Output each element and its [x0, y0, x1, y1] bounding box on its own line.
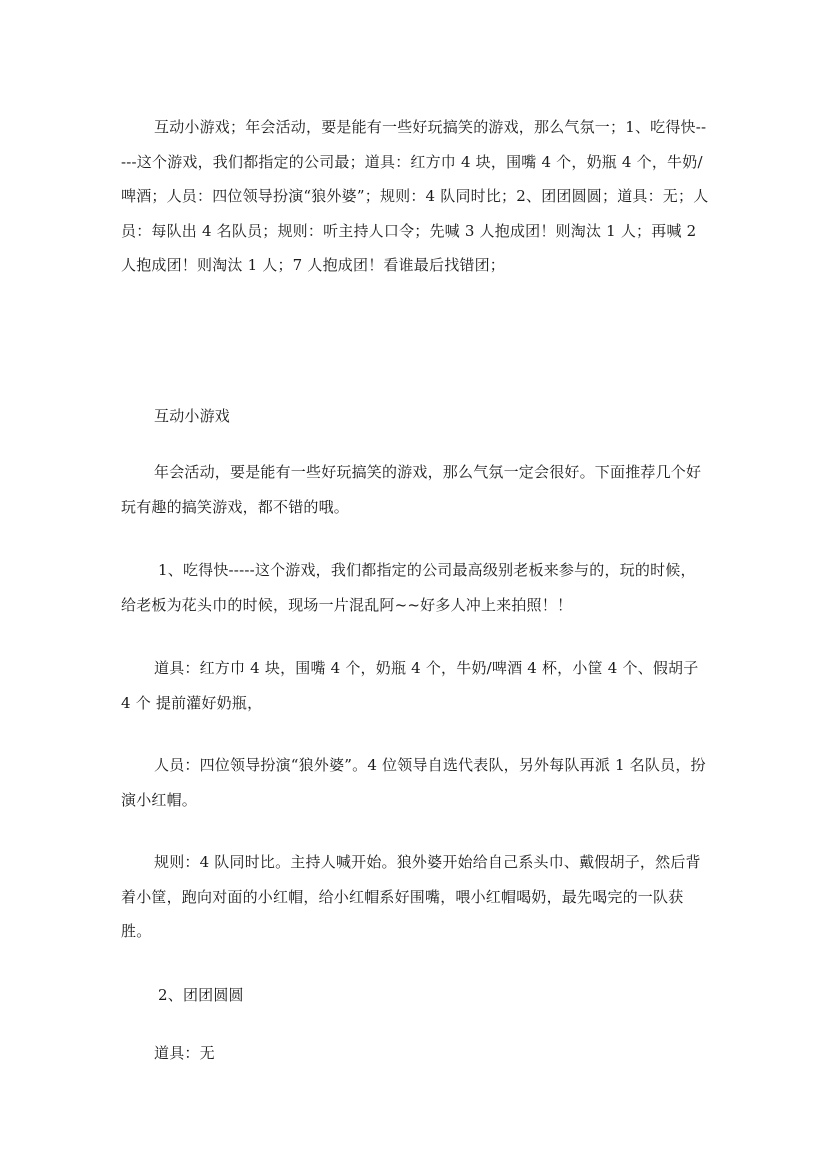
- summary-paragraph: 互动小游戏；年会活动，要是能有一些好玩搞笑的游戏，那么气氛一；1、吃得快-----这个游戏，我们都指定的公司最；道具：红方巾 4 块，围嘴 4 个，奶瓶 4 个，牛奶/啤酒；人员：四位领导扮演“狼外婆”；规则：4 队同时比；2、团团圆圆；道具：无；人员：每队出 4 名队员；规则：听主持人口令；先喊 3 人抱成团！则淘汰 1 人；再喊 2 人抱成团！则淘汰 1 人；7 人抱成团！看谁最后找错团；: [121, 118, 709, 274]
- game-2-heading: 2、团团圆圆: [158, 986, 244, 1004]
- game-1-rules: 规则：4 队同时比。主持人喊开始。狼外婆开始给自己系头巾、戴假胡子，然后背着小筐，跑向对面的小红帽，给小红帽系好围嘴，喂小红帽喝奶，最先喝完的一队获胜。: [121, 853, 701, 940]
- game-1-props: 道具：红方巾 4 块，围嘴 4 个，奶瓶 4 个，牛奶/啤酒 4 杯，小筐 4 个、假胡子 4 个 提前灌好奶瓶，: [121, 659, 699, 712]
- game-1-description: 1、吃得快-----这个游戏，我们都指定的公司最高级别老板来参与的，玩的时候，给老板为花头巾的时候，现场一片混乱阿~~好多人冲上来拍照！！: [121, 561, 696, 614]
- game-1-people: 人员：四位领导扮演“狼外婆”。4 位领导自选代表队，另外每队再派 1 名队员，扮演小红帽。: [121, 756, 706, 809]
- intro-paragraph: 年会活动，要是能有一些好玩搞笑的游戏，那么气氛一定会很好。下面推荐几个好玩有趣的搞笑游戏，都不错的哦。: [121, 463, 702, 516]
- game-2-props: 道具：无: [154, 1044, 215, 1062]
- section-heading: 互动小游戏: [154, 407, 231, 425]
